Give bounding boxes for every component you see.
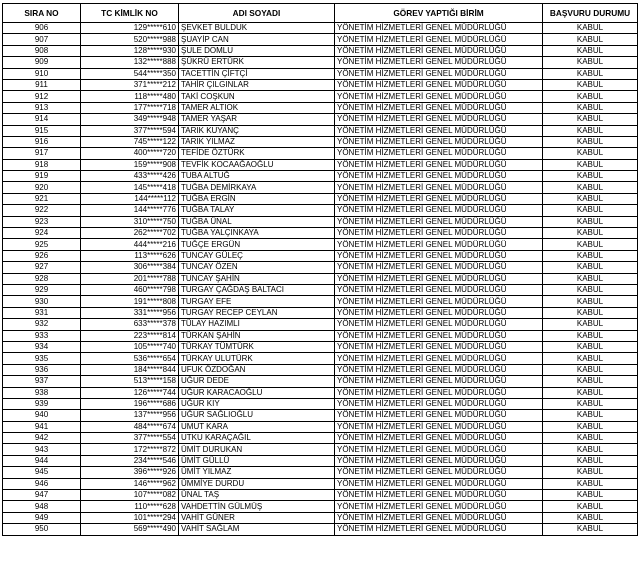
tc-kimlik-cell: 536*****654 [81, 353, 179, 364]
adi-soyadi-cell: TUNCAY GÜLEÇ [179, 250, 335, 261]
sira-no-cell: 931 [3, 307, 81, 318]
basvuru-durumu-cell: KABUL [543, 148, 638, 159]
adi-soyadi-cell: UĞUR KIY [179, 398, 335, 409]
basvuru-durumu-cell: KABUL [543, 433, 638, 444]
basvuru-durumu-cell: KABUL [543, 159, 638, 170]
sira-no-cell: 907 [3, 34, 81, 45]
table-row [3, 364, 638, 375]
sira-no-cell: 934 [3, 341, 81, 352]
adi-soyadi-cell: TAKİ COŞKUN [179, 91, 335, 102]
adi-soyadi-cell: TUĞBA ERGİN [179, 193, 335, 204]
tc-kimlik-cell: 137*****956 [81, 410, 179, 421]
gorev-birim-cell: YÖNETİM HİZMETLERİ GENEL MÜDÜRLÜĞÜ [335, 307, 543, 318]
gorev-birim-cell: YÖNETİM HİZMETLERİ GENEL MÜDÜRLÜĞÜ [335, 45, 543, 56]
tc-kimlik-cell: 172*****872 [81, 444, 179, 455]
gorev-birim-cell: YÖNETİM HİZMETLERİ GENEL MÜDÜRLÜĞÜ [335, 524, 543, 535]
sira-no-cell: 926 [3, 250, 81, 261]
tc-kimlik-cell: 460*****798 [81, 284, 179, 295]
table-row [3, 284, 638, 295]
sira-no-cell: 932 [3, 319, 81, 330]
tc-kimlik-cell: 520*****988 [81, 34, 179, 45]
tc-kimlik-cell: 126*****744 [81, 387, 179, 398]
table-row [3, 455, 638, 466]
sira-no-cell: 912 [3, 91, 81, 102]
basvuru-durumu-cell: KABUL [543, 273, 638, 284]
adi-soyadi-cell: TACETTİN ÇİFTÇİ [179, 68, 335, 79]
table-row [3, 171, 638, 182]
adi-soyadi-cell: TÜLAY HAZIMLI [179, 319, 335, 330]
adi-soyadi-cell: TUNCAY ÖZEN [179, 262, 335, 273]
sira-no-cell: 937 [3, 376, 81, 387]
tc-kimlik-cell: 128*****930 [81, 45, 179, 56]
gorev-birim-cell: YÖNETİM HİZMETLERİ GENEL MÜDÜRLÜĞÜ [335, 57, 543, 68]
sira-no-cell: 919 [3, 171, 81, 182]
table-row [3, 296, 638, 307]
basvuru-durumu-cell: KABUL [543, 330, 638, 341]
table-row [3, 478, 638, 489]
sira-no-cell: 923 [3, 216, 81, 227]
sira-no-cell: 918 [3, 159, 81, 170]
tc-kimlik-cell: 331*****956 [81, 307, 179, 318]
sira-no-cell: 936 [3, 364, 81, 375]
gorev-birim-cell: YÖNETİM HİZMETLERİ GENEL MÜDÜRLÜĞÜ [335, 228, 543, 239]
header-sira-no: SIRA NO [3, 4, 81, 23]
table-row [3, 182, 638, 193]
adi-soyadi-cell: TUĞBA YALÇINKAYA [179, 228, 335, 239]
gorev-birim-cell: YÖNETİM HİZMETLERİ GENEL MÜDÜRLÜĞÜ [335, 68, 543, 79]
table-row [3, 68, 638, 79]
adi-soyadi-cell: TUNCAY ŞAHİN [179, 273, 335, 284]
sira-no-cell: 906 [3, 23, 81, 34]
sira-no-cell: 935 [3, 353, 81, 364]
gorev-birim-cell: YÖNETİM HİZMETLERİ GENEL MÜDÜRLÜĞÜ [335, 398, 543, 409]
gorev-birim-cell: YÖNETİM HİZMETLERİ GENEL MÜDÜRLÜĞÜ [335, 444, 543, 455]
adi-soyadi-cell: TAMER YAŞAR [179, 114, 335, 125]
gorev-birim-cell: YÖNETİM HİZMETLERİ GENEL MÜDÜRLÜĞÜ [335, 159, 543, 170]
adi-soyadi-cell: UĞUR KARACAOĞLU [179, 387, 335, 398]
table-row [3, 23, 638, 34]
sira-no-cell: 909 [3, 57, 81, 68]
sira-no-cell: 943 [3, 444, 81, 455]
table-row [3, 136, 638, 147]
tc-kimlik-cell: 105*****740 [81, 341, 179, 352]
gorev-birim-cell: YÖNETİM HİZMETLERİ GENEL MÜDÜRLÜĞÜ [335, 478, 543, 489]
sira-no-cell: 940 [3, 410, 81, 421]
tc-kimlik-cell: 107*****082 [81, 490, 179, 501]
tc-kimlik-cell: 118*****480 [81, 91, 179, 102]
table-row [3, 387, 638, 398]
sira-no-cell: 921 [3, 193, 81, 204]
adi-soyadi-cell: TURGAY ÇAĞDAŞ BALTACI [179, 284, 335, 295]
tc-kimlik-cell: 101*****294 [81, 512, 179, 523]
gorev-birim-cell: YÖNETİM HİZMETLERİ GENEL MÜDÜRLÜĞÜ [335, 273, 543, 284]
sira-no-cell: 916 [3, 136, 81, 147]
tc-kimlik-cell: 433*****426 [81, 171, 179, 182]
tc-kimlik-cell: 132*****888 [81, 57, 179, 68]
basvuru-durumu-cell: KABUL [543, 490, 638, 501]
basvuru-durumu-cell: KABUL [543, 68, 638, 79]
gorev-birim-cell: YÖNETİM HİZMETLERİ GENEL MÜDÜRLÜĞÜ [335, 330, 543, 341]
sira-no-cell: 945 [3, 467, 81, 478]
adi-soyadi-cell: TARIK KUYANÇ [179, 125, 335, 136]
basvuru-durumu-cell: KABUL [543, 512, 638, 523]
tc-kimlik-cell: 444*****216 [81, 239, 179, 250]
adi-soyadi-cell: ÜMMİYE DURDU [179, 478, 335, 489]
basvuru-durumu-cell: KABUL [543, 114, 638, 125]
gorev-birim-cell: YÖNETİM HİZMETLERİ GENEL MÜDÜRLÜĞÜ [335, 376, 543, 387]
table-row [3, 193, 638, 204]
tc-kimlik-cell: 349*****948 [81, 114, 179, 125]
gorev-birim-cell: YÖNETİM HİZMETLERİ GENEL MÜDÜRLÜĞÜ [335, 421, 543, 432]
header-row [3, 4, 638, 23]
table-row [3, 273, 638, 284]
basvuru-durumu-cell: KABUL [543, 376, 638, 387]
tc-kimlik-cell: 110*****628 [81, 501, 179, 512]
sira-no-cell: 939 [3, 398, 81, 409]
gorev-birim-cell: YÖNETİM HİZMETLERİ GENEL MÜDÜRLÜĞÜ [335, 387, 543, 398]
tc-kimlik-cell: 129*****610 [81, 23, 179, 34]
sira-no-cell: 917 [3, 148, 81, 159]
tc-kimlik-cell: 513*****158 [81, 376, 179, 387]
basvuru-durumu-cell: KABUL [543, 444, 638, 455]
tc-kimlik-cell: 144*****112 [81, 193, 179, 204]
gorev-birim-cell: YÖNETİM HİZMETLERİ GENEL MÜDÜRLÜĞÜ [335, 467, 543, 478]
tc-kimlik-cell: 306*****384 [81, 262, 179, 273]
basvuru-durumu-cell: KABUL [543, 250, 638, 261]
basvuru-durumu-cell: KABUL [543, 34, 638, 45]
gorev-birim-cell: YÖNETİM HİZMETLERİ GENEL MÜDÜRLÜĞÜ [335, 136, 543, 147]
adi-soyadi-cell: UĞUR DEDE [179, 376, 335, 387]
table-row [3, 353, 638, 364]
table-row [3, 410, 638, 421]
table-row [3, 512, 638, 523]
gorev-birim-cell: YÖNETİM HİZMETLERİ GENEL MÜDÜRLÜĞÜ [335, 102, 543, 113]
tc-kimlik-cell: 196*****686 [81, 398, 179, 409]
basvuru-durumu-cell: KABUL [543, 239, 638, 250]
basvuru-durumu-cell: KABUL [543, 284, 638, 295]
tc-kimlik-cell: 177*****718 [81, 102, 179, 113]
basvuru-durumu-cell: KABUL [543, 262, 638, 273]
header-gorev-birim: GÖREV YAPTIĞI BİRİM [335, 4, 543, 23]
adi-soyadi-cell: UTKU KARAÇAĞIL [179, 433, 335, 444]
tc-kimlik-cell: 377*****554 [81, 433, 179, 444]
sira-no-cell: 947 [3, 490, 81, 501]
sira-no-cell: 915 [3, 125, 81, 136]
table-row [3, 102, 638, 113]
sira-no-cell: 922 [3, 205, 81, 216]
table-row [3, 239, 638, 250]
adi-soyadi-cell: UMUT KARA [179, 421, 335, 432]
tc-kimlik-cell: 144*****776 [81, 205, 179, 216]
adi-soyadi-cell: TAMER ALTIOK [179, 102, 335, 113]
table-row [3, 319, 638, 330]
tc-kimlik-cell: 377*****594 [81, 125, 179, 136]
basvuru-durumu-cell: KABUL [543, 467, 638, 478]
basvuru-durumu-cell: KABUL [543, 501, 638, 512]
basvuru-durumu-cell: KABUL [543, 193, 638, 204]
table-body [3, 23, 638, 536]
table-row [3, 444, 638, 455]
tc-kimlik-cell: 113*****626 [81, 250, 179, 261]
sira-no-cell: 930 [3, 296, 81, 307]
gorev-birim-cell: YÖNETİM HİZMETLERİ GENEL MÜDÜRLÜĞÜ [335, 433, 543, 444]
table-row [3, 125, 638, 136]
basvuru-durumu-cell: KABUL [543, 478, 638, 489]
tc-kimlik-cell: 400*****720 [81, 148, 179, 159]
table-row [3, 341, 638, 352]
gorev-birim-cell: YÖNETİM HİZMETLERİ GENEL MÜDÜRLÜĞÜ [335, 114, 543, 125]
tc-kimlik-cell: 223*****814 [81, 330, 179, 341]
basvuru-durumu-cell: KABUL [543, 216, 638, 227]
tc-kimlik-cell: 262*****702 [81, 228, 179, 239]
adi-soyadi-cell: TURGAY EFE [179, 296, 335, 307]
table-row [3, 262, 638, 273]
basvuru-durumu-cell: KABUL [543, 341, 638, 352]
table-row [3, 79, 638, 90]
basvuru-durumu-cell: KABUL [543, 23, 638, 34]
sira-no-cell: 920 [3, 182, 81, 193]
adi-soyadi-cell: VAHİT SAĞLAM [179, 524, 335, 535]
table-row [3, 433, 638, 444]
basvuru-durumu-cell: KABUL [543, 125, 638, 136]
sira-no-cell: 929 [3, 284, 81, 295]
adi-soyadi-cell: ŞEVKET BULDUK [179, 23, 335, 34]
adi-soyadi-cell: TUBA ALTUĞ [179, 171, 335, 182]
table-row [3, 205, 638, 216]
table-row [3, 524, 638, 535]
adi-soyadi-cell: ÜMİT GÜLLÜ [179, 455, 335, 466]
adi-soyadi-cell: VAHİT GÜNER [179, 512, 335, 523]
tc-kimlik-cell: 745*****122 [81, 136, 179, 147]
adi-soyadi-cell: ÜNAL TAŞ [179, 490, 335, 501]
sira-no-cell: 938 [3, 387, 81, 398]
sira-no-cell: 925 [3, 239, 81, 250]
table-row [3, 376, 638, 387]
sira-no-cell: 946 [3, 478, 81, 489]
gorev-birim-cell: YÖNETİM HİZMETLERİ GENEL MÜDÜRLÜĞÜ [335, 296, 543, 307]
sira-no-cell: 944 [3, 455, 81, 466]
gorev-birim-cell: YÖNETİM HİZMETLERİ GENEL MÜDÜRLÜĞÜ [335, 216, 543, 227]
sira-no-cell: 911 [3, 79, 81, 90]
gorev-birim-cell: YÖNETİM HİZMETLERİ GENEL MÜDÜRLÜĞÜ [335, 239, 543, 250]
table-row [3, 490, 638, 501]
sira-no-cell: 933 [3, 330, 81, 341]
basvuru-durumu-cell: KABUL [543, 136, 638, 147]
adi-soyadi-cell: TUĞBA TALAY [179, 205, 335, 216]
tc-kimlik-cell: 371*****212 [81, 79, 179, 90]
basvuru-durumu-cell: KABUL [543, 353, 638, 364]
gorev-birim-cell: YÖNETİM HİZMETLERİ GENEL MÜDÜRLÜĞÜ [335, 410, 543, 421]
basvuru-durumu-cell: KABUL [543, 524, 638, 535]
basvuru-durumu-cell: KABUL [543, 319, 638, 330]
tc-kimlik-cell: 146*****962 [81, 478, 179, 489]
adi-soyadi-cell: TARIK YILMAZ [179, 136, 335, 147]
basvuru-durumu-cell: KABUL [543, 182, 638, 193]
table-row [3, 307, 638, 318]
basvuru-durumu-cell: KABUL [543, 205, 638, 216]
table-row [3, 421, 638, 432]
gorev-birim-cell: YÖNETİM HİZMETLERİ GENEL MÜDÜRLÜĞÜ [335, 284, 543, 295]
gorev-birim-cell: YÖNETİM HİZMETLERİ GENEL MÜDÜRLÜĞÜ [335, 193, 543, 204]
sira-no-cell: 950 [3, 524, 81, 535]
gorev-birim-cell: YÖNETİM HİZMETLERİ GENEL MÜDÜRLÜĞÜ [335, 490, 543, 501]
adi-soyadi-cell: ŞÜKRÜ ERTÜRK [179, 57, 335, 68]
sira-no-cell: 924 [3, 228, 81, 239]
table-row [3, 57, 638, 68]
table-row [3, 228, 638, 239]
table-row [3, 250, 638, 261]
basvuru-durumu-cell: KABUL [543, 91, 638, 102]
basvuru-durumu-cell: KABUL [543, 296, 638, 307]
adi-soyadi-cell: VAHDETTİN GÜLMÜŞ [179, 501, 335, 512]
table-row [3, 159, 638, 170]
basvuru-durumu-cell: KABUL [543, 79, 638, 90]
gorev-birim-cell: YÖNETİM HİZMETLERİ GENEL MÜDÜRLÜĞÜ [335, 512, 543, 523]
sira-no-cell: 941 [3, 421, 81, 432]
adi-soyadi-cell: ŞUAYİP CAN [179, 34, 335, 45]
sira-no-cell: 913 [3, 102, 81, 113]
basvuru-durumu-cell: KABUL [543, 410, 638, 421]
gorev-birim-cell: YÖNETİM HİZMETLERİ GENEL MÜDÜRLÜĞÜ [335, 501, 543, 512]
applicant-table [2, 3, 638, 536]
table-row [3, 114, 638, 125]
gorev-birim-cell: YÖNETİM HİZMETLERİ GENEL MÜDÜRLÜĞÜ [335, 319, 543, 330]
gorev-birim-cell: YÖNETİM HİZMETLERİ GENEL MÜDÜRLÜĞÜ [335, 455, 543, 466]
table-row [3, 91, 638, 102]
gorev-birim-cell: YÖNETİM HİZMETLERİ GENEL MÜDÜRLÜĞÜ [335, 353, 543, 364]
header-adi-soyadi: ADI SOYADI [179, 4, 335, 23]
adi-soyadi-cell: TURGAY RECEP CEYLAN [179, 307, 335, 318]
tc-kimlik-cell: 569*****490 [81, 524, 179, 535]
gorev-birim-cell: YÖNETİM HİZMETLERİ GENEL MÜDÜRLÜĞÜ [335, 182, 543, 193]
header-tc-kimlik-no: TC KİMLİK NO [81, 4, 179, 23]
basvuru-durumu-cell: KABUL [543, 171, 638, 182]
tc-kimlik-cell: 633*****378 [81, 319, 179, 330]
sira-no-cell: 908 [3, 45, 81, 56]
tc-kimlik-cell: 184*****844 [81, 364, 179, 375]
tc-kimlik-cell: 544*****350 [81, 68, 179, 79]
adi-soyadi-cell: TÜRKAY ULUTÜRK [179, 353, 335, 364]
basvuru-durumu-cell: KABUL [543, 398, 638, 409]
sira-no-cell: 948 [3, 501, 81, 512]
basvuru-durumu-cell: KABUL [543, 421, 638, 432]
gorev-birim-cell: YÖNETİM HİZMETLERİ GENEL MÜDÜRLÜĞÜ [335, 79, 543, 90]
basvuru-durumu-cell: KABUL [543, 455, 638, 466]
table-row [3, 45, 638, 56]
table-row [3, 330, 638, 341]
gorev-birim-cell: YÖNETİM HİZMETLERİ GENEL MÜDÜRLÜĞÜ [335, 205, 543, 216]
basvuru-durumu-cell: KABUL [543, 364, 638, 375]
tc-kimlik-cell: 201*****788 [81, 273, 179, 284]
header-basvuru-durumu: BAŞVURU DURUMU [543, 4, 638, 23]
adi-soyadi-cell: TAHİR ÇILGINLAR [179, 79, 335, 90]
tc-kimlik-cell: 310*****750 [81, 216, 179, 227]
basvuru-durumu-cell: KABUL [543, 228, 638, 239]
gorev-birim-cell: YÖNETİM HİZMETLERİ GENEL MÜDÜRLÜĞÜ [335, 34, 543, 45]
sira-no-cell: 914 [3, 114, 81, 125]
gorev-birim-cell: YÖNETİM HİZMETLERİ GENEL MÜDÜRLÜĞÜ [335, 262, 543, 273]
adi-soyadi-cell: TÜRKAN ŞAHİN [179, 330, 335, 341]
gorev-birim-cell: YÖNETİM HİZMETLERİ GENEL MÜDÜRLÜĞÜ [335, 171, 543, 182]
sira-no-cell: 928 [3, 273, 81, 284]
adi-soyadi-cell: ÜMİT DURUKAN [179, 444, 335, 455]
gorev-birim-cell: YÖNETİM HİZMETLERİ GENEL MÜDÜRLÜĞÜ [335, 23, 543, 34]
tc-kimlik-cell: 484*****674 [81, 421, 179, 432]
adi-soyadi-cell: TEVFİK KOCAAĞAOĞLU [179, 159, 335, 170]
basvuru-durumu-cell: KABUL [543, 102, 638, 113]
basvuru-durumu-cell: KABUL [543, 387, 638, 398]
table-row [3, 216, 638, 227]
sira-no-cell: 927 [3, 262, 81, 273]
gorev-birim-cell: YÖNETİM HİZMETLERİ GENEL MÜDÜRLÜĞÜ [335, 341, 543, 352]
gorev-birim-cell: YÖNETİM HİZMETLERİ GENEL MÜDÜRLÜĞÜ [335, 125, 543, 136]
table-row [3, 467, 638, 478]
gorev-birim-cell: YÖNETİM HİZMETLERİ GENEL MÜDÜRLÜĞÜ [335, 148, 543, 159]
adi-soyadi-cell: TUĞÇE ERGÜN [179, 239, 335, 250]
adi-soyadi-cell: TUĞBA DEMİRKAYA [179, 182, 335, 193]
sira-no-cell: 910 [3, 68, 81, 79]
table-row [3, 148, 638, 159]
sira-no-cell: 949 [3, 512, 81, 523]
tc-kimlik-cell: 145*****418 [81, 182, 179, 193]
table-row [3, 398, 638, 409]
tc-kimlik-cell: 396*****926 [81, 467, 179, 478]
basvuru-durumu-cell: KABUL [543, 57, 638, 68]
adi-soyadi-cell: ŞULE DOMLU [179, 45, 335, 56]
adi-soyadi-cell: UĞUR SAĞLIOĞLU [179, 410, 335, 421]
gorev-birim-cell: YÖNETİM HİZMETLERİ GENEL MÜDÜRLÜĞÜ [335, 250, 543, 261]
adi-soyadi-cell: ÜMİT YILMAZ [179, 467, 335, 478]
tc-kimlik-cell: 234*****546 [81, 455, 179, 466]
adi-soyadi-cell: TÜRKAY TÜMTÜRK [179, 341, 335, 352]
adi-soyadi-cell: TUĞBA ÜNAL [179, 216, 335, 227]
tc-kimlik-cell: 159*****908 [81, 159, 179, 170]
table-row [3, 34, 638, 45]
basvuru-durumu-cell: KABUL [543, 307, 638, 318]
gorev-birim-cell: YÖNETİM HİZMETLERİ GENEL MÜDÜRLÜĞÜ [335, 91, 543, 102]
gorev-birim-cell: YÖNETİM HİZMETLERİ GENEL MÜDÜRLÜĞÜ [335, 364, 543, 375]
tc-kimlik-cell: 191*****808 [81, 296, 179, 307]
adi-soyadi-cell: UFUK ÖZDOĞAN [179, 364, 335, 375]
sira-no-cell: 942 [3, 433, 81, 444]
basvuru-durumu-cell: KABUL [543, 45, 638, 56]
adi-soyadi-cell: TEFİDE ÖZTÜRK [179, 148, 335, 159]
table-row [3, 501, 638, 512]
